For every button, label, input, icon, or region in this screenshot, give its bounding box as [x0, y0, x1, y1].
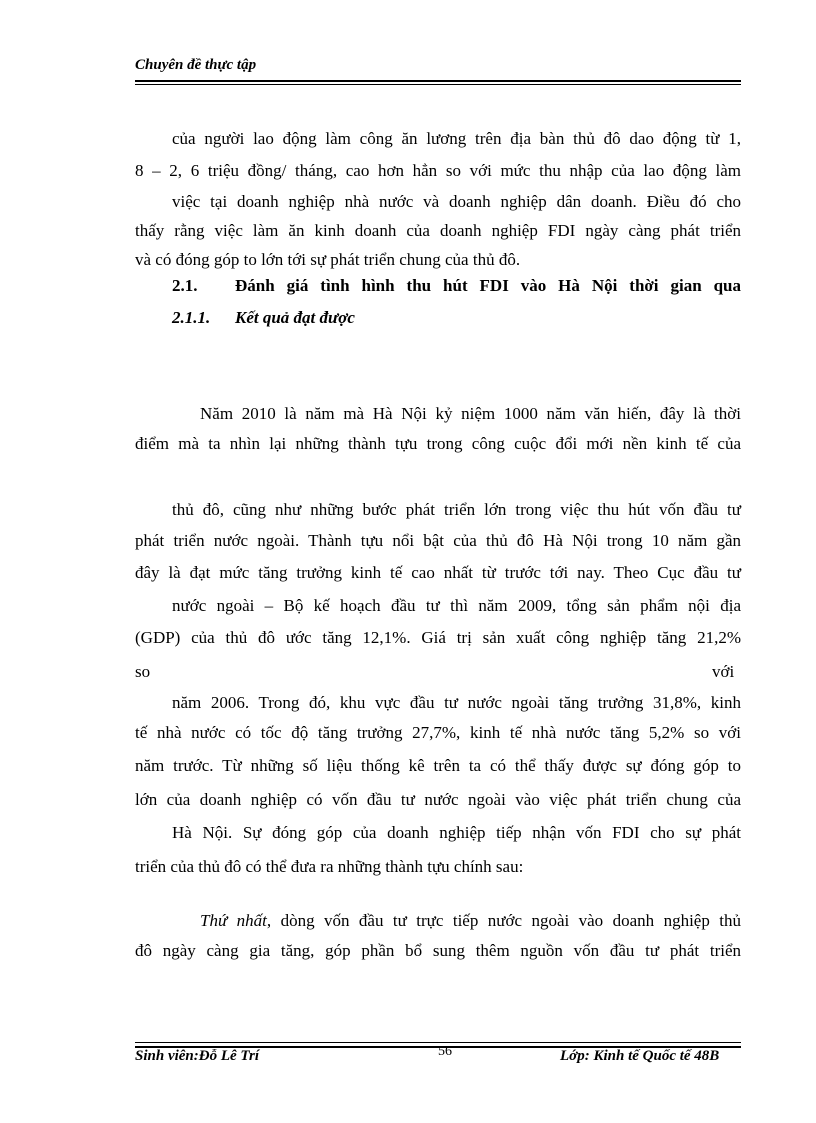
footer-class: Lớp: Kinh tế Quốc tế 48B: [560, 1048, 720, 1064]
text-line: năm 2006. Trong đó, khu vực đầu tư nước ngoài tăng trưởng 31,8%, kinh: [172, 693, 741, 712]
text-line: (GDP) của thủ đô ước tăng 12,1%. Giá trị sản xuất công nghiệp tăng 21,2%: [135, 628, 741, 647]
text-line: Năm 2010 là năm mà Hà Nội kỷ niệm 1000 năm văn hiến, đây là thời: [200, 404, 741, 423]
text-line: thấy rằng việc làm ăn kinh doanh của doanh nghiệp FDI ngày càng phát triển: [135, 221, 741, 240]
text-line: và có đóng góp to lớn tới sự phát triển chung của thủ đô.: [135, 250, 521, 269]
footer-rule-thin: [135, 1042, 741, 1043]
page-number: 56: [438, 1044, 452, 1059]
text-line: việc tại doanh nghiệp nhà nước và doanh nghiệp dân doanh. Điều đó cho: [172, 192, 741, 211]
text-span: , dòng vốn đầu tư trực tiếp nước ngoài vào doanh nghiệp thủ: [266, 911, 742, 930]
text-line: 8 – 2, 6 triệu đồng/ tháng, cao hơn hẳn so với mức thu nhập của lao động làm: [135, 161, 741, 180]
text-line: thủ đô, cũng như những bước phát triển lớn trong việc thu hút vốn đầu tư: [172, 500, 741, 519]
text-line: lớn của doanh nghiệp có vốn đầu tư nước ngoài vào việc phát triển chung của: [135, 790, 741, 809]
emphasis-lead: Thứ nhất: [200, 911, 267, 930]
section-number: 2.1.: [172, 276, 198, 295]
text-line: của người lao động làm công ăn lương trên địa bàn thủ đô dao động từ 1,: [172, 129, 741, 148]
text-line: năm trước. Từ những số liệu thống kê trên ta có thể thấy được sự đóng góp to: [135, 756, 741, 775]
text-line: Hà Nội. Sự đóng góp của doanh nghiệp tiếp nhận vốn FDI cho sự phát: [172, 823, 741, 842]
text-line: điểm mà ta nhìn lại những thành tựu trong công cuộc đổi mới nền kinh tế của: [135, 434, 741, 453]
text-line: so: [135, 662, 151, 681]
text-line: phát triển nước ngoài. Thành tựu nổi bật của thủ đô Hà Nội trong 10 năm gần: [135, 531, 741, 550]
footer-student: Sinh viên:Đỗ Lê Trí: [135, 1048, 260, 1064]
header-rule: [135, 80, 741, 82]
header-rule-thin: [135, 84, 741, 85]
text-line: đô ngày càng gia tăng, góp phần bổ sung thêm nguồn vốn đầu tư phát triển: [135, 941, 741, 960]
text-line: đây là đạt mức tăng trưởng kinh tế cao nhất từ trước tới nay. Theo Cục đầu tư: [135, 563, 741, 582]
running-header-title: Chuyên đề thực tập: [135, 57, 257, 73]
text-line: triển của thủ đô có thể đưa ra những thành tựu chính sau:: [135, 857, 524, 876]
subsection-number: 2.1.1.: [172, 308, 211, 327]
text-line: với: [712, 662, 735, 681]
text-line: nước ngoài – Bộ kế hoạch đầu tư thì năm 2009, tổng sản phẩm nội địa: [172, 596, 741, 615]
text-line: tế nhà nước có tốc độ tăng trưởng 27,7%, kinh tế nhà nước tăng 5,2% so với: [135, 723, 741, 742]
subsection-title: Kết quả đạt được: [235, 308, 355, 327]
section-title: Đánh giá tình hình thu hút FDI vào Hà Nội thời gian qua: [235, 276, 741, 295]
text-line: [200, 910, 741, 932]
